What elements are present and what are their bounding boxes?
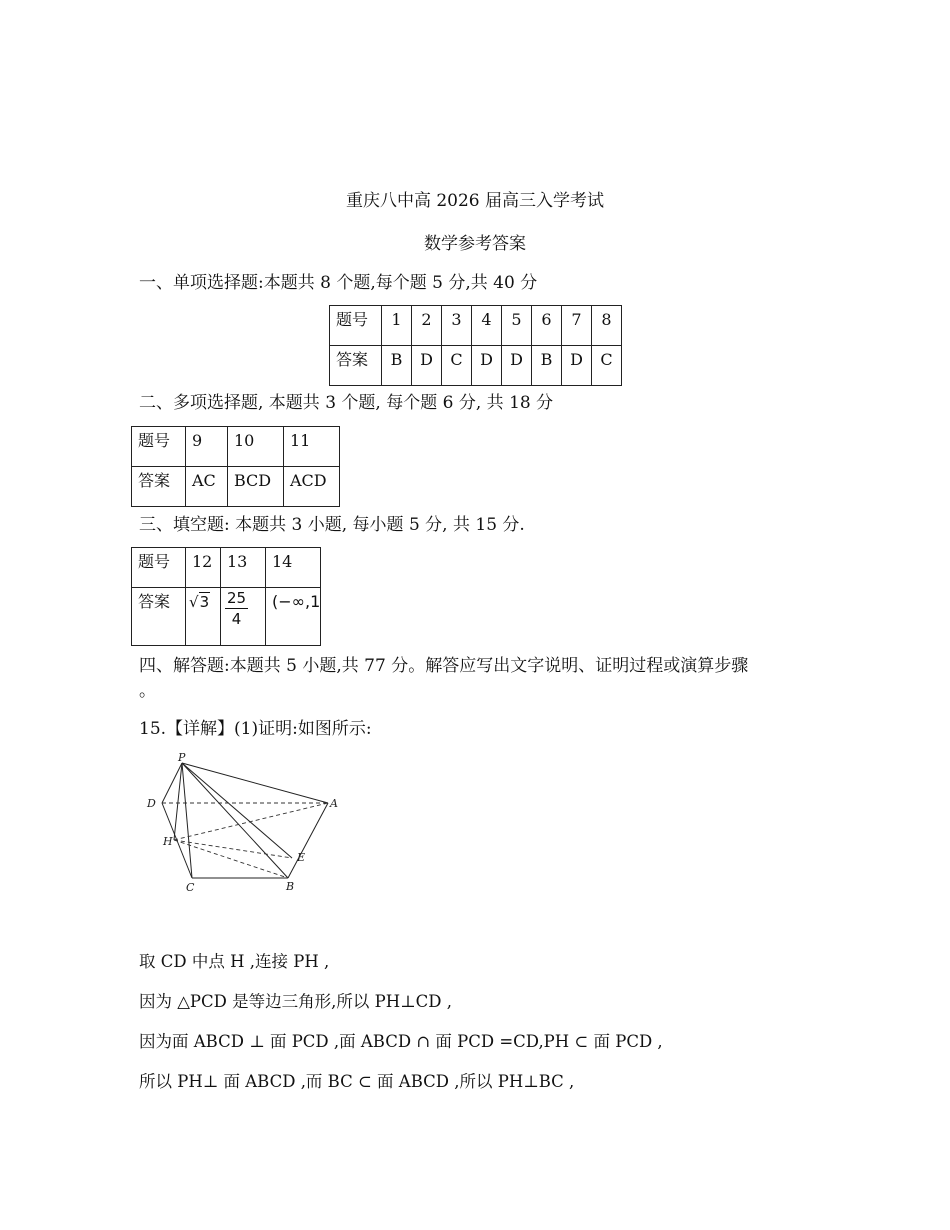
question-number: 1 <box>382 306 412 346</box>
answer-cell: B <box>532 346 562 386</box>
row-label: 题号 <box>330 306 382 346</box>
label-P: P <box>178 751 186 764</box>
section4-heading-continued: 。 <box>139 681 156 701</box>
answer-cell <box>266 588 321 646</box>
answer-cell: B <box>382 346 412 386</box>
question-number: 14 <box>266 548 321 588</box>
answer-cell: C <box>592 346 622 386</box>
question-number: 3 <box>442 306 472 346</box>
question-number: 8 <box>592 306 622 346</box>
question-number: 2 <box>412 306 442 346</box>
question-number: 11 <box>284 427 340 467</box>
interval-answer: (−∞,1 <box>272 592 320 611</box>
solution-line: 所以 PH⊥ 面 ABCD ,而 BC ⊂ 面 ABCD ,所以 PH⊥BC , <box>139 1072 575 1091</box>
sqrt-answer: √3 <box>189 593 210 611</box>
answer-cell: D <box>562 346 592 386</box>
label-D: D <box>147 797 156 810</box>
section2-heading: 二、多项选择题, 本题共 3 个题, 每个题 6 分, 共 18 分 <box>139 393 554 413</box>
label-B: B <box>286 880 295 893</box>
fraction-answer <box>225 588 248 629</box>
answer-cell: BCD <box>228 467 284 507</box>
question-number: 10 <box>228 427 284 467</box>
section3-heading: 三、填空题: 本题共 3 小题, 每小题 5 分, 共 15 分. <box>139 515 525 535</box>
question-number: 9 <box>186 427 228 467</box>
label-C: C <box>186 881 195 894</box>
answer-cell: C <box>442 346 472 386</box>
answer-cell: D <box>502 346 532 386</box>
answer-cell <box>221 588 266 646</box>
row-label: 题号 <box>132 548 186 588</box>
answer-cell <box>186 588 221 646</box>
section1-table <box>329 305 622 386</box>
row-label: 答案 <box>132 588 186 646</box>
solution-line: 因为 △PCD 是等边三角形,所以 PH⊥CD , <box>139 992 452 1011</box>
pyramid-figure <box>142 750 346 895</box>
answer-cell: ACD <box>284 467 340 507</box>
section2-table <box>131 426 340 507</box>
label-E: E <box>297 851 306 864</box>
question-number: 5 <box>502 306 532 346</box>
page-title: 重庆八中高 2026 届高三入学考试 <box>345 191 605 211</box>
question-number: 4 <box>472 306 502 346</box>
label-H: H <box>163 835 173 848</box>
sqrt-radicand: 3 <box>199 593 210 611</box>
answer-cell: D <box>412 346 442 386</box>
fraction-numerator: 25 <box>227 589 247 607</box>
answer-cell: D <box>472 346 502 386</box>
solution-line: 取 CD 中点 H ,连接 PH , <box>139 952 330 971</box>
section4-heading: 四、解答题:本题共 5 小题,共 77 分。解答应写出文字说明、证明过程或演算步骤 <box>139 656 749 676</box>
question-number: 12 <box>186 548 221 588</box>
row-label: 答案 <box>132 467 186 507</box>
section1-heading: 一、单项选择题:本题共 8 个题,每个题 5 分,共 40 分 <box>139 273 538 293</box>
label-A: A <box>330 797 338 810</box>
section3-table <box>131 547 321 646</box>
row-label: 答案 <box>330 346 382 386</box>
question-number: 7 <box>562 306 592 346</box>
question-number: 6 <box>532 306 562 346</box>
q15-title: 15.【详解】(1)证明:如图所示: <box>139 719 372 739</box>
question-number: 13 <box>221 548 266 588</box>
fraction-denominator: 4 <box>231 610 242 628</box>
row-label: 题号 <box>132 427 186 467</box>
answer-cell: AC <box>186 467 228 507</box>
page-subtitle: 数学参考答案 <box>424 234 526 254</box>
solution-line: 因为面 ABCD ⊥ 面 PCD ,面 ABCD ∩ 面 PCD =CD,PH ⊂ 面 PCD , <box>139 1032 663 1051</box>
